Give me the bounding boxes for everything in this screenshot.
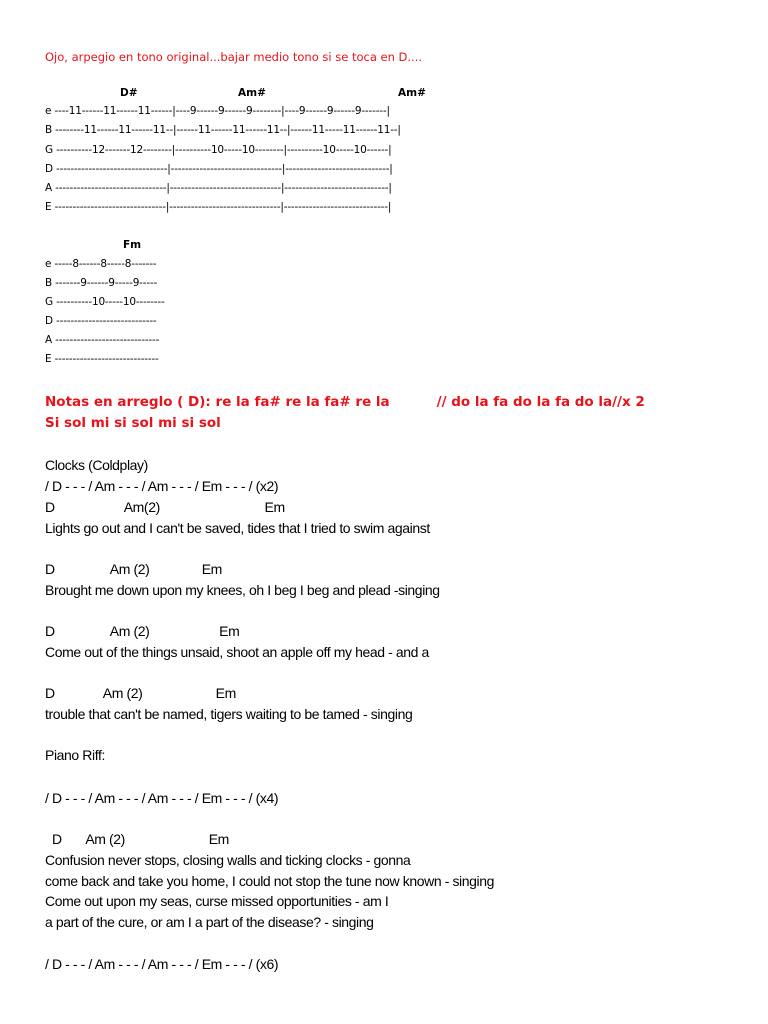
verse3-chords: D Am (2) Em: [45, 623, 240, 639]
verse1-lyric: Lights go out and I can't be saved, tides that I tried to swim against: [45, 520, 430, 536]
tab2-line-e: e -----8------8-----8-------: [45, 258, 157, 270]
chorus-line-2: come back and take you home, I could not stop the tune now known - singing: [45, 873, 495, 889]
tab2-line-D: D ----------------------------: [45, 315, 157, 327]
verse4-lyric: trouble that can't be named, tigers waiting to be tamed - singing: [45, 706, 413, 722]
intro-progression: / D - - - / Am - - - / Am - - - / Em - - - / (x2): [45, 478, 279, 494]
verse2-chords: D Am (2) Em: [45, 561, 222, 577]
tab1-chord-3: Am#: [398, 87, 426, 99]
tab1-chord-2: Am#: [238, 87, 266, 99]
tab1-line-A: A -------------------------------|-------------------------------|-----------------------------|: [45, 182, 392, 194]
verse1-chords: D Am(2) Em: [45, 499, 285, 515]
chorus-line-3: Come out upon my seas, curse missed opportunities - am I: [45, 893, 389, 909]
tab1-line-E: E -------------------------------|-------------------------------|-----------------------------|: [45, 201, 392, 213]
verse3-lyric: Come out of the things unsaid, shoot an apple off my head - and a: [45, 644, 429, 660]
final-progression: / D - - - / Am - - - / Am - - - / Em - - - / (x6): [45, 956, 279, 972]
tab2-line-E: E -----------------------------: [45, 353, 159, 365]
tab2-line-A: A -----------------------------: [45, 334, 160, 346]
verse4-chords: D Am (2) Em: [45, 685, 236, 701]
tab2-chord: Fm: [123, 239, 142, 251]
riff-progression: / D - - - / Am - - - / Am - - - / Em - - - / (x4): [45, 790, 279, 806]
tab2-line-B: B -------9------9-----9-----: [45, 277, 158, 289]
chorus-chords: D Am (2) Em: [45, 831, 229, 847]
tab1-line-D: D -------------------------------|-------------------------------|-----------------------------|: [45, 163, 393, 175]
piano-riff-label: Piano Riff:: [45, 747, 105, 763]
arrangement-line-1: Notas en arreglo ( D): re la fa# re la fa# re la // do la fa do la fa do la//x 2: [45, 394, 645, 410]
chorus-line-1: Confusion never stops, closing walls and ticking clocks - gonna: [45, 852, 411, 868]
tab1-line-e: e ----11------11------11------|----9------9------9--------|----9------9------9-------|: [45, 105, 390, 117]
tab1-line-B: B --------11------11------11--|------11------11------11--|------11-----11------11--|: [45, 124, 401, 136]
top-note: Ojo, arpegio en tono original...bajar medio tono si se toca en D....: [45, 50, 423, 64]
arrangement-line-2: Si sol mi si sol mi si sol: [45, 415, 221, 431]
song-title: Clocks (Coldplay): [45, 457, 148, 473]
tab1-line-G: G ----------12-------12--------|----------10-----10--------|----------10-----10------|: [45, 144, 392, 156]
chorus-line-4: a part of the cure, or am I a part of the disease? - singing: [45, 914, 374, 930]
tab1-chord-1: D#: [120, 87, 138, 99]
tab2-line-G: G ----------10-----10--------: [45, 296, 165, 308]
verse2-lyric: Brought me down upon my knees, oh I beg I beg and plead -singing: [45, 582, 440, 598]
